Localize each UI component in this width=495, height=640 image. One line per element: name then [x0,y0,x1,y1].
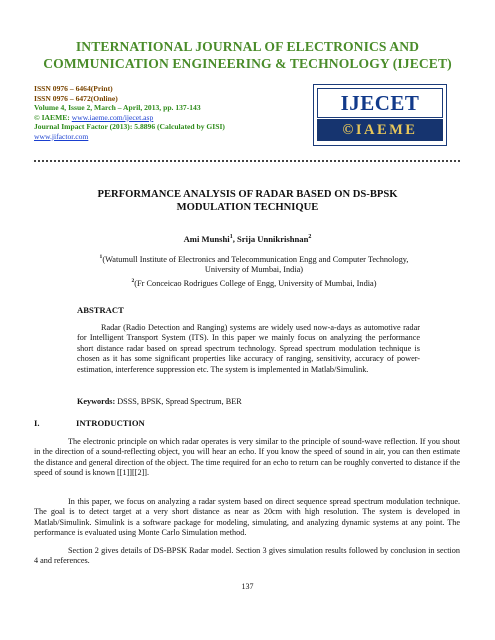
iaeme-prefix: © IAEME: [34,112,72,122]
iaeme-line [34,113,225,123]
authors [0,234,495,244]
affiliation-1-sup: 1 [99,254,103,260]
author-1-sup: 1 [229,234,233,241]
impact-factor: Journal Impact Factor (2013): 5.8896 (Calculated by GISI) [34,122,225,132]
issn-online: ISSN 0976 – 6472(Online) [34,93,118,103]
jifactor-link[interactable]: www.jifactor.com [34,131,89,141]
keywords-list: DSSS, BPSK, Spread Spectrum, BER [115,397,242,406]
paper-title [60,188,435,214]
affiliation-1-line-1: (Watumull Institute of Electronics and Telecommunication Engg and Computer Technology, [102,254,409,264]
affiliation-1 [44,252,464,265]
author-2-sup: 2 [308,234,312,241]
affiliations [44,252,464,289]
keywords-label: Keywords: [77,397,116,406]
journal-title [0,38,495,72]
author-1: Ami Munshi [183,234,230,244]
affiliation-2 [44,276,464,289]
journal-title-line-1: INTERNATIONAL JOURNAL OF ELECTRONICS AND [75,39,420,54]
iaeme-link[interactable]: www.iaeme.com/ijecet.asp [71,112,154,122]
intro-paragraph-3: Section 2 gives details of DS-BPSK Radar model. Section 3 gives simulation results followed by conclusion in section 4 and references. [34,546,460,566]
author-2: Srija Unnikrishnan [236,234,309,244]
logo-iaeme-band: ©IAEME [317,119,443,141]
header-divider [34,160,460,162]
ijecet-logo [313,84,447,146]
intro-paragraph-2: In this paper, we focus on analyzing a radar system based on direct sequence spread spectrum modulation technique. The goal is to detect target at a very short distance as near as 20cm with high resolution. The system is developed in Matlab/Simulink. Simulink is a software package for modeling, simulating, and analyzing dynamic systems at any point. The performance is evaluated using Monte Carlo Simulation method. [34,497,460,538]
section-number: I. [34,418,40,428]
affiliation-1-line-2: University of Mumbai, India) [204,265,304,275]
logo-title: IJECET [317,88,443,118]
author-separator: , [232,234,237,244]
section-title: INTRODUCTION [76,418,145,428]
paper-title-line-1: PERFORMANCE ANALYSIS OF RADAR BASED ON DS-BPSK [97,189,398,200]
affiliation-2-text: (Fr Conceicao Rodrigues College of Engg, University of Mumbai, India) [134,278,377,288]
paper-title-line-2: MODULATION TECHNIQUE [176,202,319,213]
section-heading-introduction [34,418,145,428]
keywords [77,397,420,406]
issn-print: ISSN 0976 – 6464(Print) [34,84,113,93]
journal-meta [34,84,225,142]
intro-paragraph-1: The electronic principle on which radar operates is very similar to the principle of sound-wave reflection. If you shout in the direction of a sound-reflecting object, you will hear an echo. If you know the speed of sound in air, you can then estimate the distance and general direction of the object. The time required for an echo to return can be roughly converted to distance if the speed of sound is known [[1]][[2]]. [34,437,460,478]
page-number: 137 [241,582,254,591]
abstract-heading: ABSTRACT [77,305,124,315]
abstract-body: Radar (Radio Detection and Ranging) systems are widely used now-a-days as automotive radar for Intelligent Transport System (ITS). In this paper we mainly focus on analyzing the performance short distance radar based on spread spectrum technology. Spread spectrum modulation technique is chosen as it has some significant properties like accuracy of ranging, sensitivity, accuracy of power-estimation, interference suppression etc. The system is implemented in Matlab/Simulink. [77,323,420,374]
volume-info: Volume 4, Issue 2, March – April, 2013, pp. 137-143 [34,103,201,113]
journal-title-line-2: COMMUNICATION ENGINEERING & TECHNOLOGY (IJECET) [43,56,452,71]
affiliation-2-sup: 2 [131,277,135,284]
